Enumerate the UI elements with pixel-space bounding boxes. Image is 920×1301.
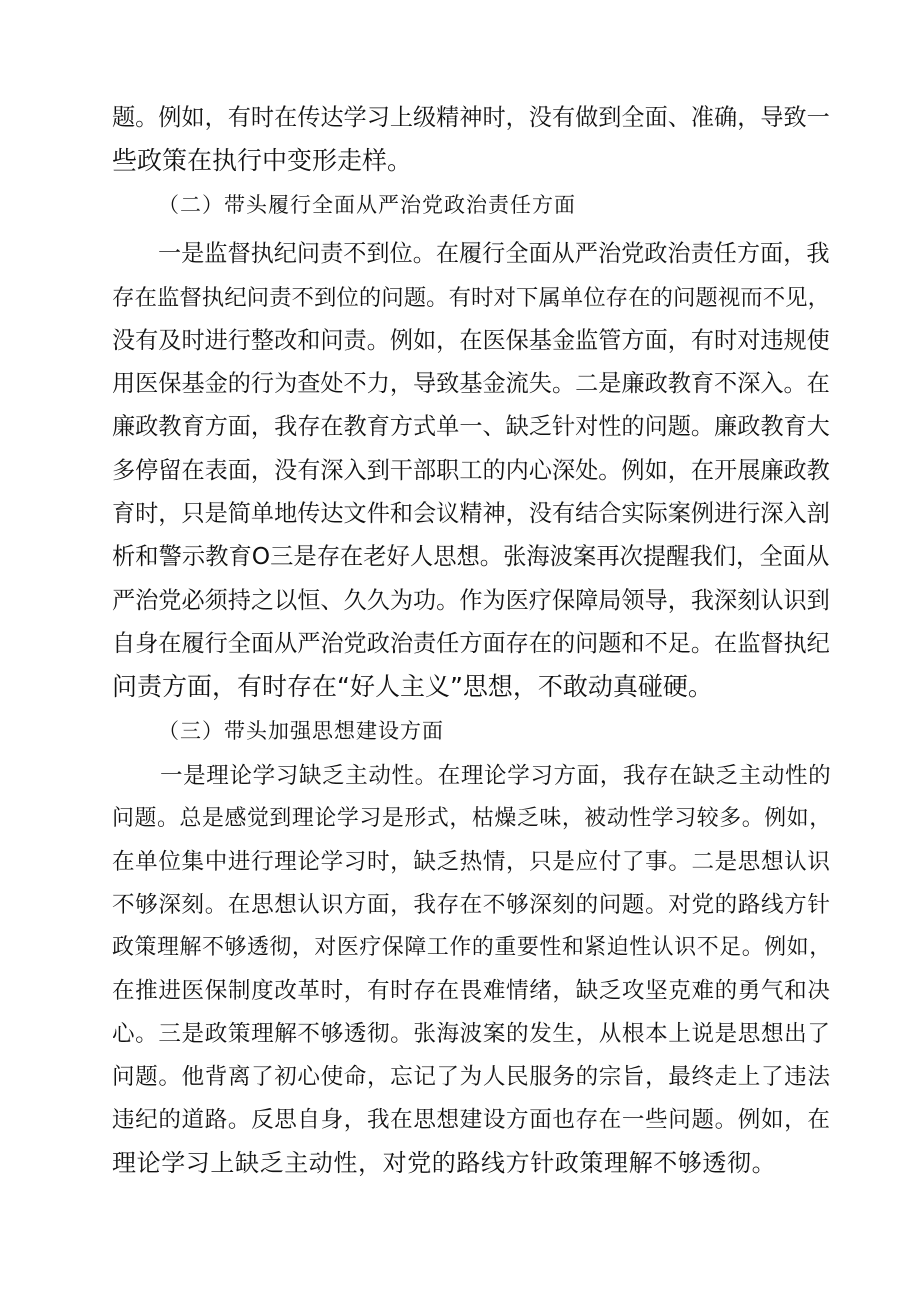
paragraph-line: 问责方面，有时存在“好人主义”思想，不敢动真碰硬。	[112, 672, 713, 701]
paragraph-line: 严治党必须持之以恒、久久为功。作为医疗保障局领导，我深刻认识到	[112, 588, 830, 614]
paragraph-line: 政策理解不够透彻，对医疗保障工作的重要性和紧迫性认识不足。例如，	[112, 935, 832, 960]
paragraph-line: 问题。他背离了初心使命，忘记了为人民服务的宗旨，最终走上了违法	[112, 1064, 831, 1090]
paragraph-line: 没有及时进行整改和问责。例如，在医保基金监管方面，有时对违规使	[112, 328, 830, 354]
paragraph-line: 存在监督执纪问责不到位的问题。有时对下属单位存在的问题视而不见，	[112, 285, 831, 311]
paragraph-line: 析和警示教育O三是存在老好人思想。张海波案再次提醒我们，全面从	[112, 543, 830, 570]
paragraph-line: 违纪的道路。反思自身，我在思想建设方面也存在一些问题。例如，在	[112, 1107, 831, 1133]
paragraph-line: 用医保基金的行为查处不力，导致基金流失。二是廉政教育不深入。在	[112, 371, 830, 397]
section-heading: （三）带头加强思想建设方面	[158, 719, 444, 743]
paragraph-line: 一是监督执纪问责不到位。在履行全面从严治党政治责任方面，我	[158, 240, 830, 267]
paragraph-line: 些政策在执行中变形走样。	[112, 146, 413, 175]
paragraph-line: 问题。总是感觉到理论学习是形式，枯燥乏味，被动性学习较多。例如，	[112, 806, 832, 831]
paragraph-line: 理论学习上缺乏主动性，对党的路线方针政策理解不够透彻。	[112, 1149, 777, 1177]
paragraph-line: 廉政教育方面，我存在教育方式单一、缺乏针对性的问题。廉政教育大	[112, 414, 830, 440]
paragraph-line: 在单位集中进行理论学习时，缺乏热情，只是应付了事。二是思想认识	[112, 849, 831, 875]
paragraph-line: 不够深刻。在思想认识方面，我存在不够深刻的问题。对党的路线方针	[112, 892, 831, 918]
paragraph-line: 在推进医保制度改革时，有时存在畏难情绪，缺乏攻坚克难的勇气和决	[112, 978, 831, 1004]
paragraph-line: 心。三是政策理解不够透彻。张海波案的发生，从根本上说是思想出了	[112, 1021, 831, 1047]
paragraph-line: 育时，只是简单地传达文件和会议精神，没有结合实际案例进行深入剖	[112, 501, 830, 527]
paragraph-line: 题。例如，有时在传达学习上级精神时，没有做到全面、准确，导致一	[112, 105, 830, 131]
paragraph-line: 一是理论学习缺乏主动性。在理论学习方面，我存在缺乏主动性的	[160, 763, 832, 789]
paragraph-line: 多停留在表面，没有深入到干部职工的内心深处。例如，在开展廉政教	[112, 458, 830, 484]
paragraph-line: 自身在履行全面从严治党政治责任方面存在的问题和不足。在监督执纪	[112, 631, 830, 657]
section-heading: （二）带头履行全面从严治党政治责任方面	[158, 193, 576, 217]
